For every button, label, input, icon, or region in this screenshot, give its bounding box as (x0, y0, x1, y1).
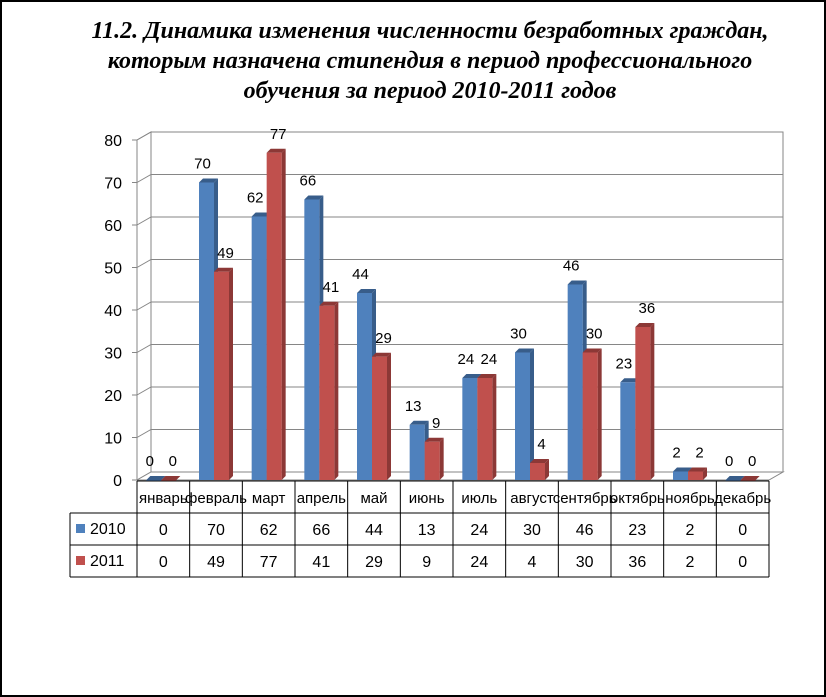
bar-2010 (146, 480, 161, 481)
y-tick-label: 20 (104, 388, 122, 405)
data-label-2010: 70 (194, 155, 211, 173)
category-label: декабрь (714, 490, 772, 507)
category-label: август (510, 490, 554, 507)
y-tick-label: 0 (113, 473, 122, 490)
bar-2010 (515, 353, 530, 481)
legend-swatch-2010 (76, 524, 85, 533)
table-cell-2010: 2 (685, 522, 695, 539)
category-label: февраль (185, 490, 247, 507)
data-label-2011: 0 (747, 453, 757, 470)
table-cell-2010: 0 (738, 522, 748, 539)
table-cell-2010: 66 (312, 522, 331, 539)
bar-2011 (635, 327, 650, 480)
y-tick-label: 60 (104, 218, 122, 235)
data-label-2011: 77 (269, 125, 287, 143)
bar-2011 (425, 442, 440, 480)
y-tick-label: 10 (104, 430, 122, 448)
table-cell-2010: 13 (417, 522, 436, 539)
table-cell-2010: 46 (575, 522, 594, 539)
table-cell-2011: 24 (470, 554, 489, 571)
bar-2010 (410, 425, 425, 480)
table-cell-2011: 30 (575, 554, 594, 571)
table-cell-2011: 9 (422, 554, 432, 571)
bar-2011 (161, 480, 176, 481)
bar-2010 (568, 285, 583, 481)
data-label-2010: 44 (352, 266, 369, 283)
bar-side-2011 (387, 353, 391, 480)
bar-2010 (620, 382, 635, 480)
data-label-2010: 66 (299, 172, 317, 190)
table-cell-2010: 70 (207, 522, 225, 539)
bar-2011 (267, 153, 282, 480)
table-cell-2011: 49 (207, 554, 225, 571)
bar-2010 (673, 472, 688, 481)
bar-side-2011 (598, 349, 602, 481)
bar-2011 (319, 306, 334, 480)
category-label: апрель (296, 490, 346, 507)
data-label-2011: 2 (695, 444, 704, 462)
category-label: июнь (408, 490, 445, 507)
data-label-2011: 49 (217, 244, 234, 262)
bar-side-2011 (440, 438, 444, 480)
data-label-2010: 2 (672, 444, 681, 462)
bar-2011 (741, 480, 756, 481)
data-label-2011: 9 (431, 414, 441, 432)
data-label-2010: 0 (724, 453, 734, 470)
table-cell-2011: 77 (259, 554, 278, 571)
y-tick-label: 80 (104, 133, 122, 150)
table-cell-2011: 4 (527, 554, 537, 571)
table-cell-2011: 36 (628, 554, 647, 571)
table-cell-2010: 24 (470, 522, 489, 539)
bar-2010 (199, 183, 214, 481)
data-label-2010: 0 (145, 453, 155, 470)
category-label: октябрь (609, 490, 665, 507)
bar-side-2011 (650, 323, 654, 480)
data-label-2010: 30 (510, 325, 527, 343)
bar-2010 (726, 480, 741, 481)
category-label: март (251, 490, 286, 507)
data-label-2010: 24 (457, 351, 475, 368)
table-cell-2010: 23 (628, 522, 647, 539)
bar-2010 (252, 217, 267, 481)
y-tick-label: 40 (104, 303, 122, 320)
table-cell-2010: 62 (259, 522, 278, 539)
bar-2011 (530, 463, 545, 480)
category-label: январь (138, 490, 188, 507)
category-label: сентябрь (552, 490, 617, 507)
data-label-2011: 36 (638, 300, 656, 317)
table-cell-2010: 44 (365, 522, 383, 539)
bar-side-2011 (282, 149, 286, 480)
table-cell-2011: 0 (738, 554, 748, 571)
data-label-2010: 62 (246, 189, 264, 207)
bar-2010 (357, 293, 372, 480)
data-label-2011: 0 (168, 453, 178, 470)
y-tick-label: 30 (104, 345, 122, 363)
table-cell-2011: 41 (312, 554, 331, 571)
data-label-2010: 13 (404, 397, 422, 415)
bar-2010 (304, 200, 319, 481)
data-label-2010: 46 (562, 257, 580, 275)
legend-label: 2011 (90, 553, 125, 570)
y-tick-label: 50 (104, 260, 122, 278)
category-label: июль (461, 490, 498, 507)
bar-2011 (372, 357, 387, 480)
table-cell-2011: 29 (365, 554, 383, 571)
data-label-2011: 4 (537, 436, 546, 453)
bar-2011 (688, 472, 703, 481)
bar-2011 (583, 353, 598, 481)
category-label: май (360, 490, 388, 507)
bar-2011 (214, 272, 229, 480)
table-cell-2011: 0 (158, 554, 168, 571)
bar-2010 (462, 378, 477, 480)
legend-swatch-2011 (76, 556, 85, 565)
category-label: ноябрь (665, 490, 715, 507)
data-label-2011: 41 (322, 278, 340, 296)
data-label-2011: 24 (480, 351, 498, 368)
y-tick-label: 70 (104, 175, 122, 193)
bar-side-2011 (229, 268, 233, 480)
table-cell-2010: 0 (158, 522, 168, 539)
legend-label: 2010 (90, 521, 126, 538)
data-label-2011: 30 (585, 325, 603, 343)
bar-side-2011 (334, 302, 338, 480)
bar-side-2011 (492, 374, 496, 480)
table-cell-2010: 30 (523, 522, 541, 539)
table-cell-2011: 2 (685, 554, 695, 571)
data-label-2011: 29 (375, 329, 392, 347)
chart-title: 11.2. Динамика изменения численности безработных граждан, которым назначена стипендия в период профессионального обучения за период 2010-2011 годов (91, 18, 769, 104)
bar-2011 (477, 378, 492, 480)
data-label-2010: 23 (615, 355, 633, 373)
